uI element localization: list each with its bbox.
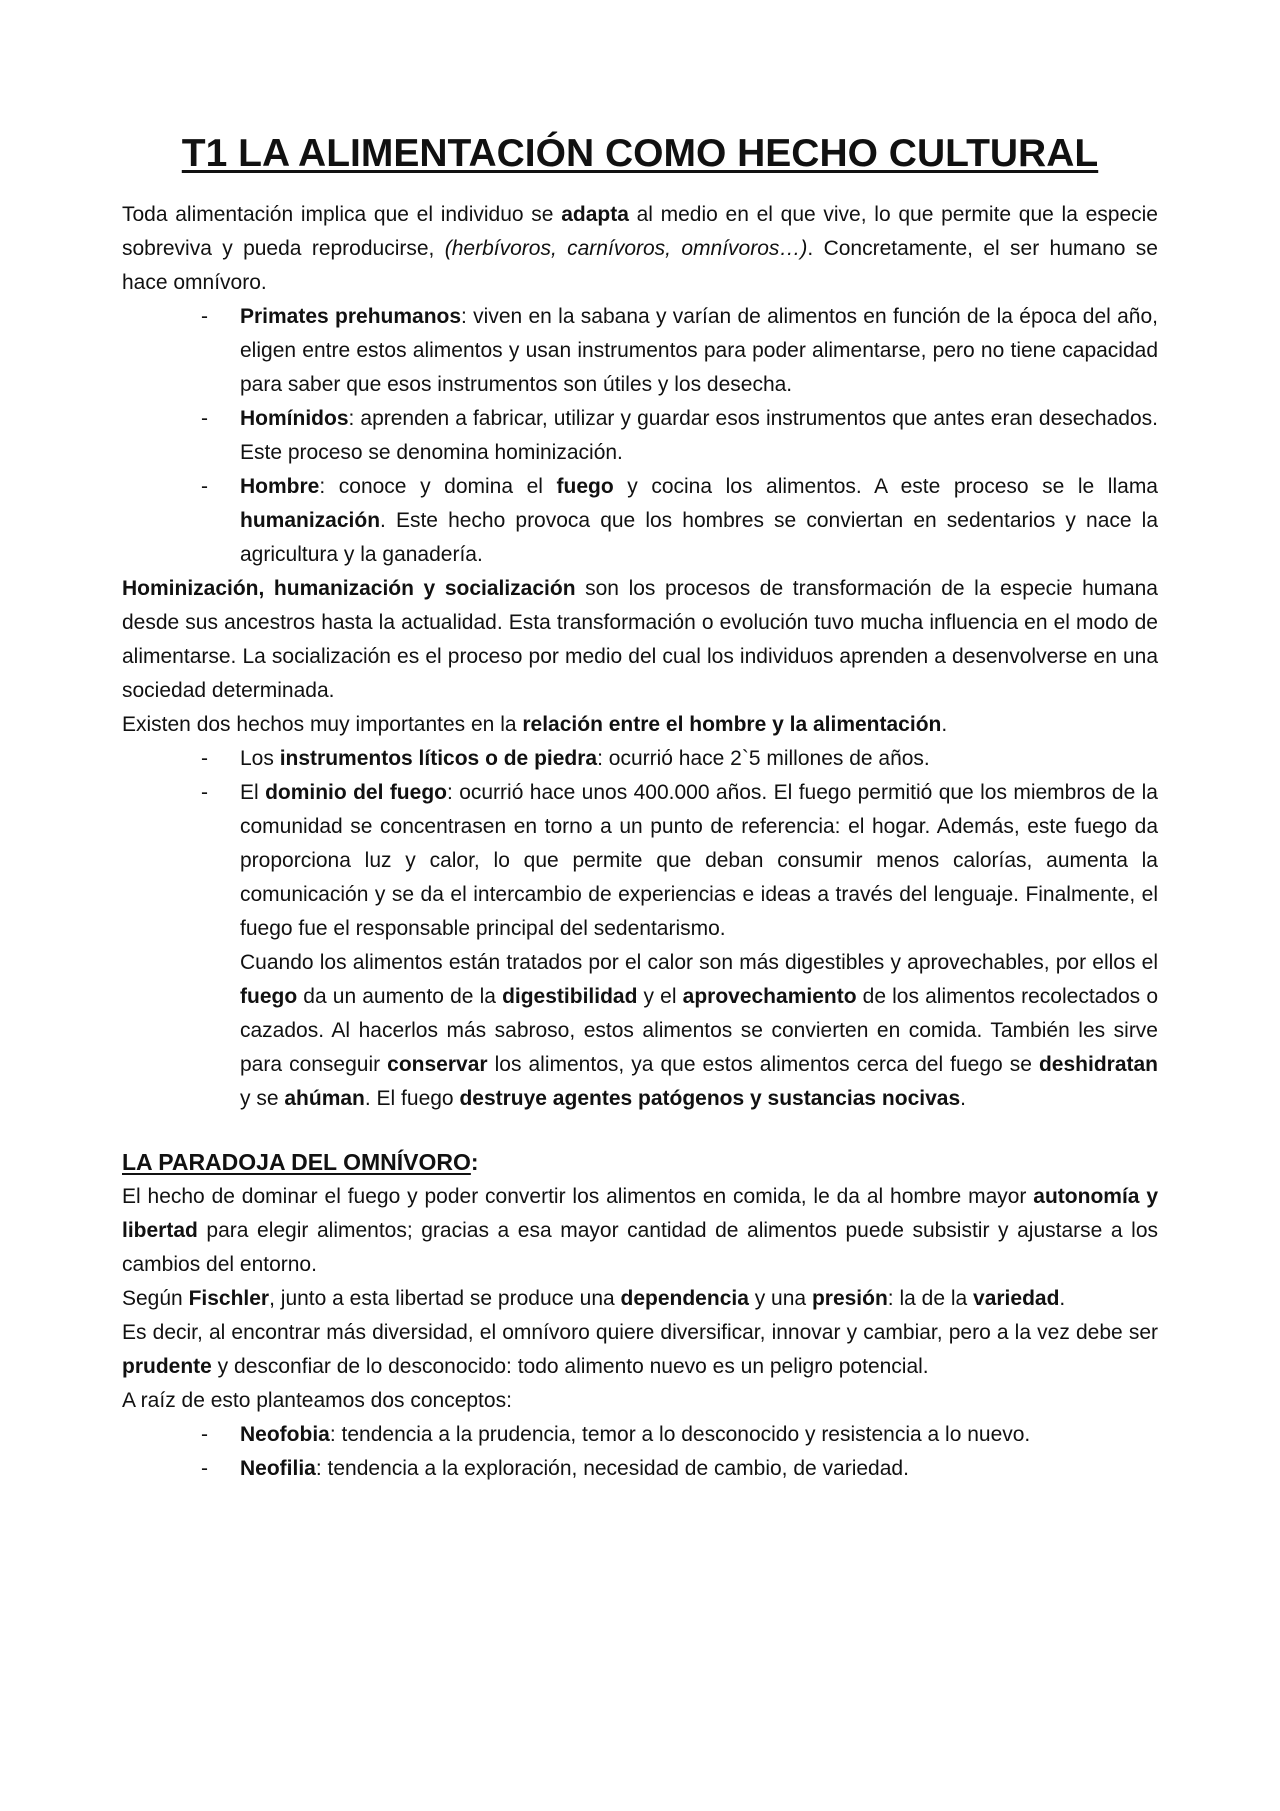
list-item-text: : viven en la sabana y varían de alimentos en función de la época del año, eligen entre estos alimentos y usan instrumentos para poder alimentarse, pero no tiene capacidad para saber que esos instrumentos son útiles y los desecha. bbox=[240, 305, 1158, 396]
list-item-text: : ocurrió hace unos 400.000 años. El fuego permitió que los miembros de la comunidad se concentrasen en torno a un punto de referencia: el hogar. Además, este fuego da proporciona luz y calor, lo que permite que deban consumir menos calorías, aumenta la comunicación y se da el intercambio de experiencias e ideas a través del lenguaje. Finalmente, el fuego fue el responsable principal del sedentarismo. bbox=[240, 781, 1158, 940]
text-run: para elegir alimentos; gracias a esa mayor cantidad de alimentos puede subsistir y ajustarse a los cambios del entorno. bbox=[122, 1219, 1158, 1276]
list-item-term: Hombre bbox=[240, 475, 320, 498]
facts-list bbox=[122, 742, 1158, 946]
text-run: Según bbox=[122, 1287, 189, 1310]
section2-paragraph-2 bbox=[122, 1282, 1158, 1316]
intro-paragraph bbox=[122, 198, 1158, 300]
bold-run: autonomía y libertad bbox=[122, 1185, 1158, 1242]
list-item-term: Homínidos bbox=[240, 407, 349, 430]
list-item-text: : ocurrió hace 2`5 millones de años. bbox=[597, 747, 930, 770]
list-item-text: : tendencia a la prudencia, temor a lo desconocido y resistencia a lo nuevo. bbox=[329, 1423, 1031, 1446]
text-run: y se bbox=[240, 1087, 285, 1110]
text-run: , junto a esta libertad se produce una bbox=[269, 1287, 621, 1310]
bold-run: Fischler bbox=[188, 1287, 270, 1310]
section-heading-colon: : bbox=[470, 1149, 479, 1175]
text-run: los alimentos, ya que estos alimentos cerca del fuego se bbox=[487, 1053, 1039, 1076]
text-run: . El fuego bbox=[364, 1087, 460, 1110]
section-heading bbox=[122, 1144, 1158, 1180]
evolution-list bbox=[122, 300, 1158, 572]
text-run: Los bbox=[240, 747, 280, 770]
list-item-term: instrumentos líticos o de piedra bbox=[279, 747, 598, 770]
section2-paragraph-4: A raíz de esto planteamos dos conceptos: bbox=[122, 1389, 512, 1412]
text-run: : conoce y domina el bbox=[319, 475, 557, 498]
bold-run: fuego bbox=[240, 985, 298, 1008]
text-run: y desconfiar de lo desconocido: todo alimento nuevo es un peligro potencial. bbox=[211, 1355, 929, 1378]
text-run: da un aumento de la bbox=[297, 985, 503, 1008]
bold-run: dependencia bbox=[620, 1287, 749, 1310]
list-item bbox=[240, 402, 1158, 470]
text-run: . bbox=[941, 713, 948, 736]
page-title: T1 LA ALIMENTACIÓN COMO HECHO CULTURAL bbox=[181, 132, 1099, 175]
text-run: al medio en el que vive, lo que permite que la especie sobreviva y pueda reproducirse, bbox=[122, 203, 1158, 260]
bold-run: prudente bbox=[122, 1355, 212, 1378]
list-item-text: : tendencia a la exploración, necesidad de cambio, de variedad. bbox=[315, 1457, 909, 1480]
text-run: Es decir, al encontrar más diversidad, el omnívoro quiere diversificar, innovar y cambiar, pero a la vez debe ser bbox=[122, 1321, 1158, 1344]
list-item-text: : aprenden a fabricar, utilizar y guardar esos instrumentos que antes eran desechados. Este proceso se denomina hominización. bbox=[240, 407, 1158, 464]
text-run: El bbox=[240, 781, 266, 804]
bold-run: ahúman bbox=[284, 1087, 365, 1110]
section-heading-text: LA PARADOJA DEL OMNÍVORO bbox=[122, 1149, 471, 1175]
text-run: Toda alimentación implica que el individuo se bbox=[122, 203, 562, 226]
list-item-term: Primates prehumanos bbox=[240, 305, 462, 328]
list-item-term: Neofilia bbox=[240, 1457, 316, 1480]
bold-run: relación entre el hombre y la alimentación bbox=[522, 713, 942, 736]
list-item bbox=[240, 1418, 1158, 1452]
text-run: son los procesos de transformación de la especie humana desde sus ancestros hasta la actualidad. Esta transformación o evolución tuvo mucha influencia en el modo de alimentarse. La socialización es el proceso por medio del cual los individuos aprenden a desenvolverse en una sociedad determinada. bbox=[122, 577, 1158, 702]
list-item bbox=[240, 300, 1158, 402]
list-item bbox=[240, 742, 1158, 776]
bold-run: adapta bbox=[561, 203, 629, 226]
bold-run: presión bbox=[811, 1287, 888, 1310]
bold-run: conservar bbox=[387, 1053, 488, 1076]
text-run: . Concretamente, el ser humano se hace omnívoro. bbox=[122, 237, 1158, 294]
text-run: . bbox=[960, 1087, 966, 1110]
bold-run: Hominización, humanización y socialización bbox=[122, 577, 576, 600]
section2-paragraph-3 bbox=[122, 1316, 1158, 1384]
section2-paragraph-1 bbox=[122, 1180, 1158, 1282]
text-run: . bbox=[1059, 1287, 1066, 1310]
list-item bbox=[240, 1452, 1158, 1486]
list-item bbox=[240, 776, 1158, 946]
bold-run: fuego bbox=[556, 475, 614, 498]
text-run: . Este hecho provoca que los hombres se conviertan en sedentarios y nace la agricultura y la ganadería. bbox=[240, 509, 1158, 566]
fire-paragraph bbox=[122, 946, 1158, 1116]
text-run: y una bbox=[748, 1287, 812, 1310]
text-run: : la de la bbox=[887, 1287, 974, 1310]
concepts-list bbox=[122, 1418, 1158, 1486]
text-run: de los alimentos recolectados o cazados. Al hacerlos más sabroso, estos alimentos se convierten en comida. También les sirve para conseguir bbox=[240, 985, 1158, 1076]
processes-paragraph bbox=[122, 572, 1158, 708]
text-run: y cocina los alimentos. A este proceso se le llama bbox=[613, 475, 1158, 498]
bold-run: deshidratan bbox=[1038, 1053, 1158, 1076]
italic-run: (herbívoros, carnívoros, omnívoros…) bbox=[444, 237, 808, 260]
bold-run: humanización bbox=[240, 509, 381, 532]
text-run: Cuando los alimentos están tratados por el calor son más digestibles y aprovechables, por ellos el bbox=[240, 951, 1158, 974]
list-item bbox=[240, 470, 1158, 572]
bold-run: digestibilidad bbox=[502, 985, 638, 1008]
bold-run: aprovechamiento bbox=[682, 985, 857, 1008]
bold-run: variedad bbox=[973, 1287, 1060, 1310]
bold-run: destruye agentes patógenos y sustancias nocivas bbox=[459, 1087, 961, 1110]
text-run: y el bbox=[637, 985, 683, 1008]
list-item-term: dominio del fuego bbox=[265, 781, 447, 804]
list-item-term: Neofobia bbox=[240, 1423, 330, 1446]
text-run: El hecho de dominar el fuego y poder convertir los alimentos en comida, le da al hombre mayor bbox=[122, 1185, 1034, 1208]
facts-intro-paragraph bbox=[122, 708, 1158, 742]
text-run: Existen dos hechos muy importantes en la bbox=[122, 713, 523, 736]
